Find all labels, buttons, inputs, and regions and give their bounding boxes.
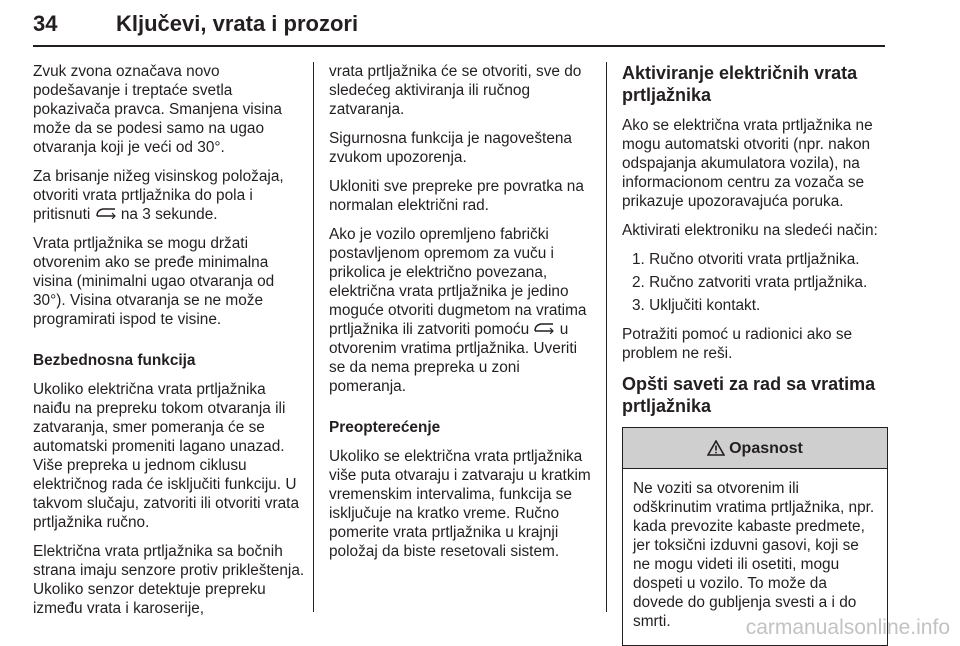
tailgate-icon (95, 205, 117, 224)
subheading-safety: Bezbednosna funkcija (33, 352, 196, 370)
section-heading-general: Opšti saveti za rad sa vratima prtljažnika (622, 374, 876, 416)
subheading-overload: Preopterećenje (329, 419, 441, 437)
paragraph-text: Ako je vozilo opremljeno fabrički postavljenom opremom za vuču i prikolica je električno povezana, električna vrata prtljažnika je jedino moguće otvoriti dugmetom na vratima prtljažnika ili zatvoriti pomoću (329, 226, 587, 338)
column-divider-1 (313, 62, 314, 612)
page-header (33, 3, 885, 47)
page-number: 34 (33, 11, 58, 36)
watermark: carmanualsonline.info (745, 616, 950, 639)
danger-text: Ne voziti sa otvorenim ili odškrinutim vratima prtljažnika, npr. kada prevozite kabaste predmete, jer toksični izduvni gasovi, koji se ne mogu videti ili osetiti, mogu dospeti u vozilo. To može da dovede do gubljenja svesti a i do smrti. (633, 480, 875, 630)
paragraph-text: u otvorenim vratima prtljažnika. Uveriti se da nema prepreka u zoni pomeranja. (329, 321, 578, 396)
column-1 (33, 62, 305, 628)
column-2 (329, 62, 597, 571)
paragraph: Ukoliko se električna vrata prtljažnika više puta otvaraju i zatvaraju u kratkim vremenskim intervalima, funkcija se isključuje na kratko vreme. Ručno pomerite vrata prtljažnika u krajnji položaj da biste resetovali sistem. (329, 448, 591, 561)
list-item: 2. Ručno zatvoriti vrata prtljažnika. (632, 274, 868, 291)
paragraph: Ukoliko električna vrata prtljažnika naiđu na prepreku tokom otvaranja ili zatvaranja, smer pomeranja će se automatski promeniti lagano unazad. Više prepreka u jednom ciklusu električnog rada će isključiti funkciju. U takvom slučaju, zatvoriti ili otvoriti vrata prtljažnika ručno. (33, 381, 299, 532)
column-divider-2 (606, 62, 607, 612)
paragraph: Potražiti pomoć u radionici ako se problem ne reši. (622, 326, 853, 362)
warning-triangle-icon (707, 440, 725, 456)
danger-title: Opasnost (729, 439, 803, 457)
danger-header (623, 428, 887, 469)
paragraph: Zvuk zvona označava novo podešavanje i treptaće svetla pokazivača pravca. Smanjena visina može da se podesi samo na ugao otvaranja koji je veći od 30°. (33, 63, 282, 156)
paragraph: Električna vrata prtljažnika sa bočnih strana imaju senzore protiv prikleštenja. Ukoliko senzor detektuje prepreku između vrata i karoserije, (33, 543, 305, 618)
tailgate-icon (533, 320, 555, 339)
paragraph: Aktivirati elektroniku na sledeći način: (622, 222, 878, 239)
danger-box (622, 427, 888, 646)
chapter-title: Ključevi, vrata i prozori (116, 11, 359, 36)
section-heading-activation: Aktiviranje električnih vrata prtljažnika (622, 63, 858, 105)
paragraph: Ukloniti sve prepreke pre povratka na normalan električni rad. (329, 178, 584, 214)
header-rule (33, 45, 885, 47)
paragraph-text: Za brisanje nižeg visinskog položaja, otvoriti vrata prtljažnika do pola i pritisnuti (33, 168, 284, 223)
paragraph-text: na 3 sekunde. (120, 206, 218, 223)
paragraph: Sigurnosna funkcija je nagoveštena zvukom upozorenja. (329, 130, 572, 166)
steps-list (622, 250, 888, 315)
paragraph: vrata prtljažnika će se otvoriti, sve do sledećeg aktiviranja ili ručnog zatvaranja. (329, 63, 582, 118)
list-item: 3. Uključiti kontakt. (632, 297, 761, 314)
column-3 (622, 62, 888, 646)
paragraph (33, 167, 305, 224)
list-item: 1. Ručno otvoriti vrata prtljažnika. (632, 251, 860, 268)
paragraph: Ako se električna vrata prtljažnika ne mogu automatski otvoriti (npr. nakon odspajanja akumulatora vozila), na informacionom centru za vozača se prikazuje upozoravajuća poruka. (622, 117, 873, 210)
paragraph (329, 225, 597, 396)
paragraph: Vrata prtljažnika se mogu držati otvorenim ako se pređe minimalna visina (minimalni ugao otvaranja od 30°). Visina otvaranja se ne može programirati ispod te visine. (33, 235, 275, 329)
